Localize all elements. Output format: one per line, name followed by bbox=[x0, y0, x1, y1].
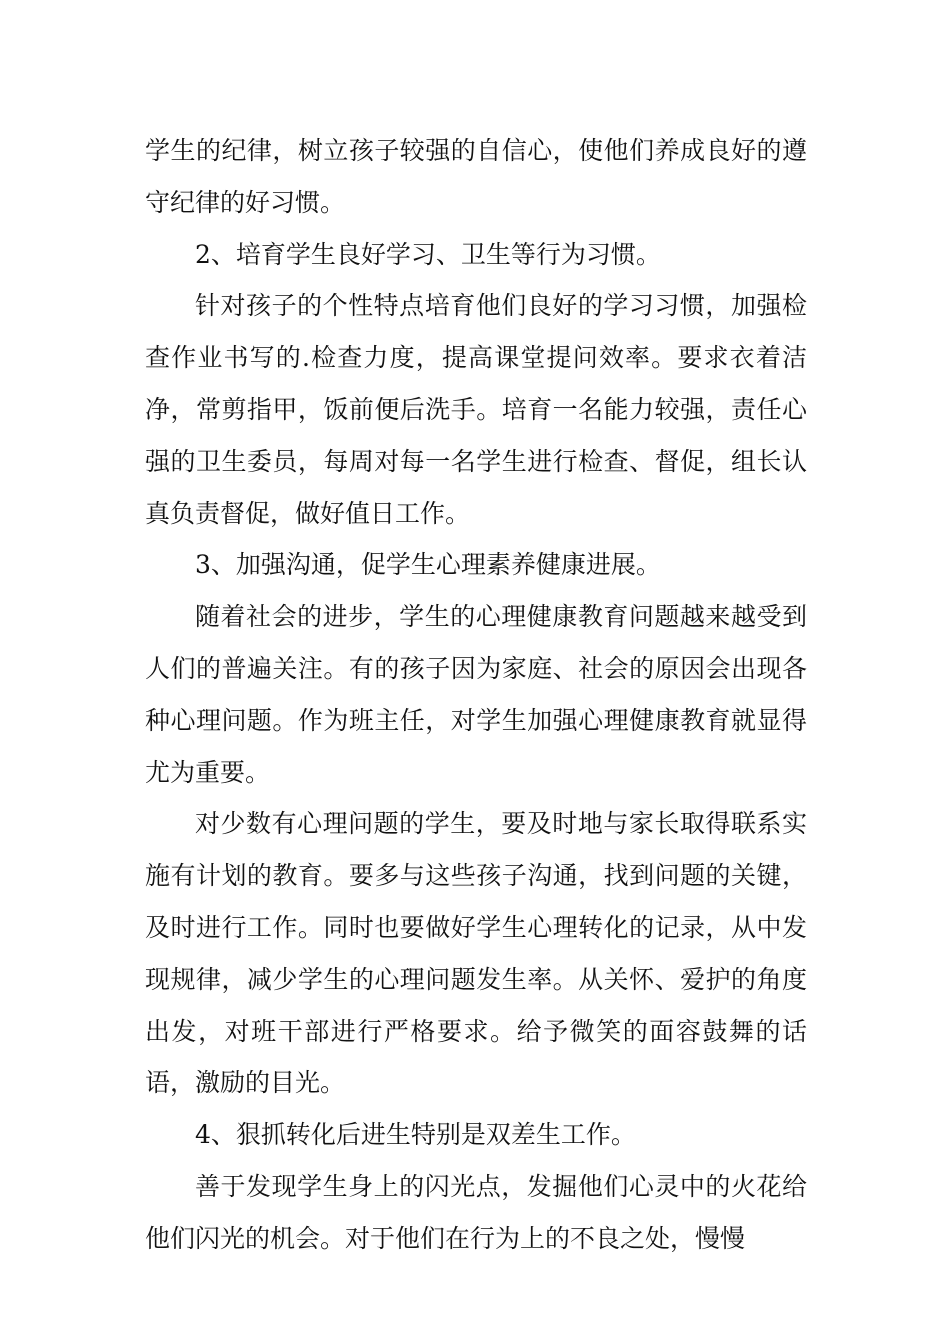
paragraph-psychological-issues: 对少数有心理问题的学生，要及时地与家长取得联系实施有计划的教育。要多与这些孩子沟通，找到问题的关键，及时进行工作。同时也要做好学生心理转化的记录，从中发现规律，减少学生的心理问题发生率。从关怀、爱护的角度出发，对班干部进行严格要求。给予微笑的面容鼓舞的话语，激励的目光。 bbox=[145, 809, 807, 1098]
paragraph-habits: 针对孩子的个性特点培育他们良好的学习习惯，加强检查作业书写的.检查力度，提高课堂提问效率。要求衣着洁净，常剪指甲，饭前便后洗手。培育一名能力较强，责任心强的卫生委员，每周对每一名学生进行检查、督促，组长认真负责督促，做好值日工作。 bbox=[145, 291, 807, 528]
paragraph-mental-health: 随着社会的进步，学生的心理健康教育问题越来越受到人们的普遍关注。有的孩子因为家庭、社会的原因会出现各种心理问题。作为班主任，对学生加强心理健康教育就显得尤为重要。 bbox=[145, 602, 807, 787]
heading-habits: 2、培育学生良好学习、卫生等行为习惯。 bbox=[195, 239, 661, 269]
heading-communication: 3、加强沟通，促学生心理素养健康进展。 bbox=[195, 550, 661, 580]
paragraph-underachievers: 善于发现学生身上的闪光点，发掘他们心灵中的火花给他们闪光的机会。对于他们在行为上的不良之处，慢慢 bbox=[145, 1171, 807, 1253]
document-body bbox=[145, 125, 807, 1265]
heading-underachievers: 4、狠抓转化后进生特别是双差生工作。 bbox=[195, 1120, 636, 1150]
paragraph-discipline-continued: 学生的纪律，树立孩子较强的自信心，使他们养成良好的遵守纪律的好习惯。 bbox=[145, 136, 807, 217]
